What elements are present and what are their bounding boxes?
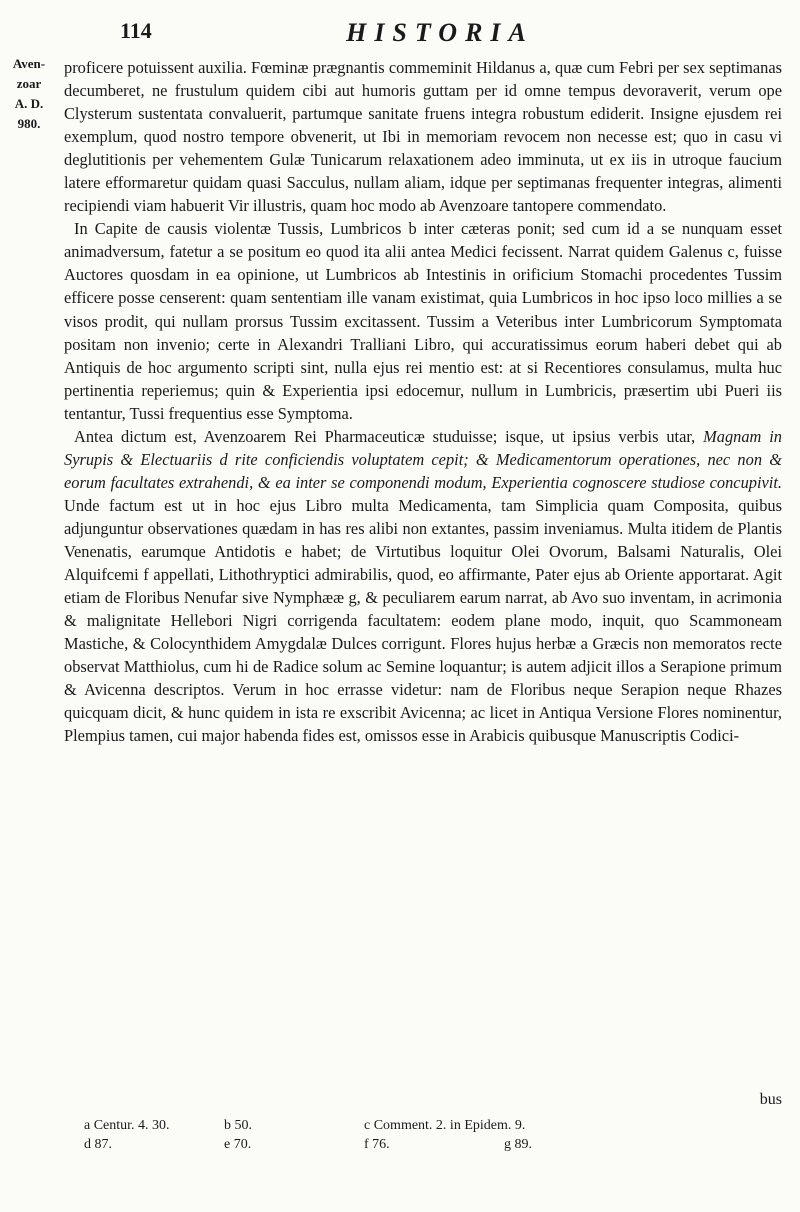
page-header	[120, 18, 680, 54]
paragraph-3-rest: Unde factum est ut in hoc ejus Libro multa Medicamenta, tam Simplicia quam Composita, quibus adjunguntur observationes quædam in has res alibi non extantes, passim inveniamus. Multa itidem de Plantis Venenatis, earumque Antidotis e habet; de Virtutibus loquitur Olei Ovorum, Balsami Naturalis, Olei Alquifcemi f appellati, Lithothryptici admirabilis, quod, eo affirmante, Pater ejus ab Oriente apportarat. Agit etiam de Floribus Nenufar sive Nymphææ g, & peculiarem earum narrat, ab Avo suo inventam, in acrimonia & malignitate Hellebori Nigri corrigenda facultatem: eodem plane modo, inquit, quo Scammoneam Mastiche, & Colocynthidem Amygdalæ Dulces corrigunt. Flores hujus herbæ a Græcis non memoratos recte observat Matthiolus, cum hi de Radice solum ac Semine loquantur; is autem adjicit illos a Serapione primum & Avicenna descriptos. Verum in hoc errasse videtur: nam de Floribus neque Serapion neque Rhazes quicquam dicit, & hunc quidem in ista re exscribit Avicenna; ac licet in Antiqua Versione Flores nominentur, Plempius tamen, cui major habenda fides est, omissos esse in Arabicis quibusque Manuscriptis Codici-	[64, 495, 782, 746]
catchword: bus	[759, 1091, 782, 1108]
footnote-row	[84, 1135, 644, 1154]
margin-note-line: A. D.	[14, 96, 44, 111]
margin-note-line: Aven-	[12, 56, 46, 71]
margin-note	[4, 54, 54, 134]
paragraph-1: proficere potuissent auxilia. Fœminæ prægnantis commeminit Hildanus a, quæ cum Febri per sex septimanas decumberet, ne frustulum quidem cibi aut humoris guttam per id omne tempus devoraverit, verum ope Clysterum sustentata convaluerit, partumque sanitate fruens integra robustum ediderit. Insigne ejusdem rei exemplum, quod nostro tempore obvenerit, ut Ibi in memoriam revocem non necesse est; quo in casu vi deglutitionis per vehementem Gulæ Tunicarum relaxationem adeo imminuta, ut ex iis in utroque faucium latere efformaretur quidam quasi Sacculus, nullam aliam, idque per septimanas frequenter integras, alimenti recipiendi viam habuerit Vir illustris, quam hoc modo ab Avenzoare tantopere commendato.	[64, 58, 782, 216]
paragraph-2: In Capite de causis violentæ Tussis, Lumbricos b inter cæteras ponit; sed cum id a se nunquam esset animadversum, fatetur a se positum eo quod ita alii antea Medici fecissent. Narrat quidem Galenus c, fuisse Auctores quosdam in ea opinione, ut Lumbricos ab Intestinis in orificium Stomachi procedentes Tussim efficere posse censerent: quam sententiam ille vanam existimat, quia Lumbricos in hoc ipso loco millies a se visos prodit, qui nullam prorsus Tussim excitassent. Tussim a Veteribus inter Lumbricorum Symptomata positam non invenio; certe in Alexandri Tralliani Libro, qui accuratissimus eorum haberi debet qui ab Antiquis de hoc argumento scripti sint, nulla ejus rei mentio est: at si Recentiores consulamus, multa huc pertinentia reperiemus; quin & Experientia ipsi edocemur, nullum in Lumbricis, præsertim ubi Pueri iis tentantur, Tussi frequentius esse Symptoma.	[64, 219, 782, 423]
footnote-row	[84, 1116, 644, 1135]
margin-note-line: 980.	[17, 116, 41, 131]
page-number: 114	[120, 18, 152, 43]
paragraph-3-intro: Antea dictum est, Avenzoarem Rei Pharmaceuticæ studuisse; isque, ut ipsius verbis utar,	[74, 426, 696, 446]
footnote-g: g 89.	[504, 1137, 532, 1152]
paragraph-3	[64, 425, 782, 748]
footnote-f: f 76.	[364, 1137, 390, 1152]
running-head: HISTORIA	[346, 18, 534, 47]
footnote-a: a Centur. 4. 30.	[84, 1118, 170, 1133]
margin-note-line: zoar	[16, 76, 42, 91]
footnote-b: b 50.	[224, 1118, 252, 1133]
footnote-d: d 87.	[84, 1137, 112, 1152]
paragraph-3-quote: Magnam in Syrupis & Electuariis d rite conficiendis voluptatem cepit; & Medicamentorum operationes, nec non & eorum facultates extrahendi, & ea inter se componendi modum, Experientia cognoscere studiose concupivit.	[64, 426, 782, 492]
body-text	[64, 56, 782, 747]
footnotes	[84, 1116, 644, 1154]
footnote-e: e 70.	[224, 1137, 252, 1152]
footnote-c: c Comment. 2. in Epidem. 9.	[364, 1118, 526, 1133]
